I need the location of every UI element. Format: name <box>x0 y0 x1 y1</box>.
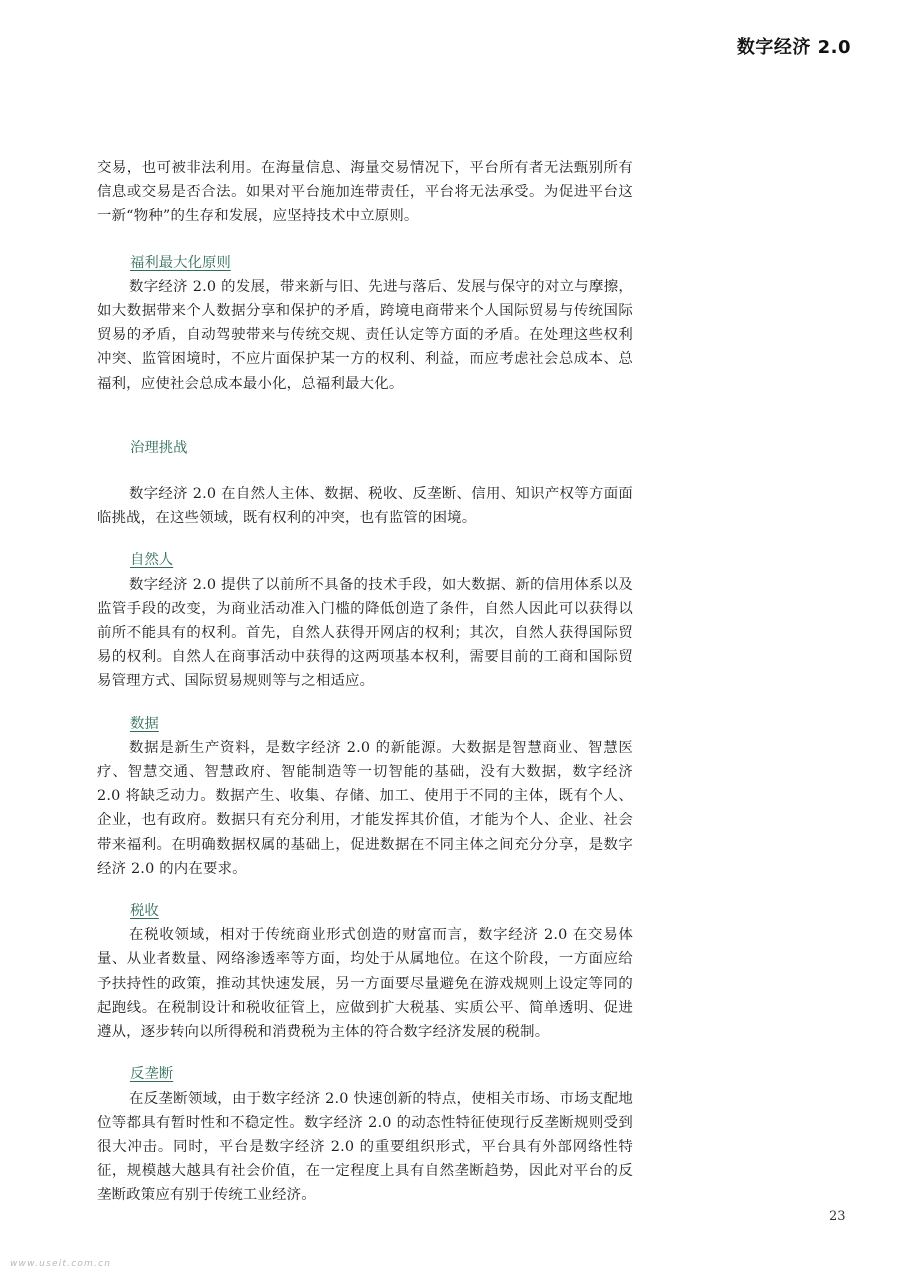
running-header-title: 数字经济 2.0 <box>736 37 851 58</box>
watermark: www.useit.com.cn <box>10 1259 112 1269</box>
page-number: 23 <box>829 1209 846 1224</box>
governance-paragraph: 数字经济 2.0 在自然人主体、数据、税收、反垄断、信用、知识产权等方面面临挑战，在这些领域，既有权利的冲突，也有监管的困境。 <box>97 486 633 527</box>
page-body <box>97 156 633 1208</box>
data-paragraph: 数据是新生产资料，是数字经济 2.0 的新能源。大数据是智慧商业、智慧医疗、智慧交通、智慧政府、智能制造等一切智能的基础，没有大数据，数字经济 2.0 将缺乏动力。数据产生、收集、存储、加工、使用于不同的主体，既有个人、企业，也有政府。数据只有充分利用，才能发挥其价值，才能为个人、企业、社会带来福利。在明确数据权属的基础上，促进数据在不同主体之间充分分享，是数字经济 2.0 的内在要求。 <box>97 739 633 877</box>
spacer <box>97 396 633 436</box>
data-heading: 数据 <box>130 715 159 732</box>
spacer <box>97 460 633 482</box>
natural-person-heading: 自然人 <box>130 552 174 569</box>
antitrust-heading: 反垄断 <box>130 1066 174 1083</box>
welfare-heading: 福利最大化原则 <box>130 254 231 271</box>
tax-heading: 税收 <box>130 903 159 920</box>
intro-paragraph: 交易，也可被非法利用。在海量信息、海量交易情况下，平台所有者无法甄别所有信息或交易是否合法。如果对平台施加连带责任，平台将无法承受。为促进平台这一新“物种”的生存和发展，应坚持技术中立原则。 <box>97 160 633 225</box>
tax-paragraph: 在税收领域，相对于传统商业形式创造的财富而言，数字经济 2.0 在交易体量、从业者数量、网络渗透率等方面，均处于从属地位。在这个阶段，一方面应给予扶持性的政策，推动其快速发展，另一方面要尽量避免在游戏规则上设定等同的起跑线。在税制设计和税收征管上，应做到扩大税基、实质公平、简单透明、促进遵从，逐步转向以所得税和消费税为主体的符合数字经济发展的税制。 <box>97 927 633 1041</box>
antitrust-paragraph: 在反垄断领域，由于数字经济 2.0 快速创新的特点，使相关市场、市场支配地位等都具有暂时性和不稳定性。数字经济 2.0 的动态性特征使现行反垄断规则受到很大冲击。同时，平台是数字经济 2.0 的重要组织形式，平台具有外部网络性特征，规模越大越具有社会价值，在一定程度上具有自然垄断趋势，因此对平台的反垄断政策应有别于传统工业经济。 <box>97 1090 633 1204</box>
spacer <box>97 694 633 712</box>
welfare-paragraph: 数字经济 2.0 的发展，带来新与旧、先进与落后、发展与保守的对立与摩擦，如大数据带来个人数据分享和保护的矛盾，跨境电商带来个人国际贸易与传统国际贸易的矛盾，自动驾驶带来与传统交规、责任认定等方面的矛盾。在处理这些权利冲突、监管困境时，不应片面保护某一方的权利、利益，而应考虑社会总成本、总福利，应使社会总成本最小化，总福利最大化。 <box>97 278 633 392</box>
governance-title: 治理挑战 <box>130 439 188 456</box>
spacer <box>97 881 633 899</box>
spacer <box>97 229 633 251</box>
natural-person-paragraph: 数字经济 2.0 提供了以前所不具备的技术手段，如大数据、新的信用体系以及监管手段的改变，为商业活动准入门槛的降低创造了条件，自然人因此可以获得以前所不能具有的权利。首先，自然人获得开网店的权利；其次，自然人获得国际贸易的权利。自然人在商事活动中获得的这两项基本权利，需要目前的工商和国际贸易管理方式、国际贸易规则等与之相适应。 <box>97 576 633 690</box>
spacer <box>97 1044 633 1062</box>
spacer <box>97 530 633 548</box>
